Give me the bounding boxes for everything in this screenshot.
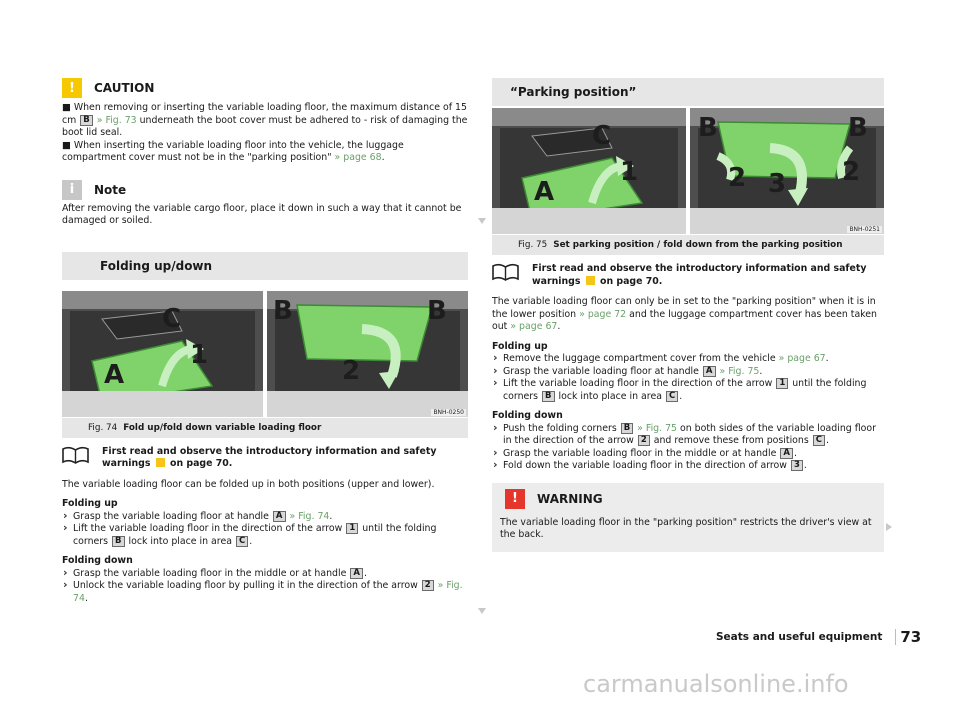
key-label: 2: [638, 435, 650, 446]
page-link[interactable]: » page 67: [778, 353, 826, 364]
figure-label-c: C: [162, 303, 182, 334]
read-first-notice: First read and observe the introductory information and safety warnings on page 70.: [62, 446, 468, 471]
caution-mini-icon: [156, 458, 165, 467]
figure-label-b-left: B: [698, 113, 718, 143]
step-down-2: › Unlock the variable loading floor by pulling it in the direction of the arrow 2 » Fig. 74.: [62, 580, 468, 605]
section-title-parking: “Parking position”: [492, 78, 884, 106]
figure-label-2-right: 2: [842, 157, 861, 187]
step-down-2: › Grasp the variable loading floor in the middle or at handle A .: [492, 448, 884, 461]
warning-header: [505, 489, 876, 509]
open-book-icon: [492, 263, 519, 281]
key-label: A: [273, 511, 286, 522]
key-label: 1: [776, 378, 788, 389]
key-label: A: [703, 366, 716, 377]
figure-label-c: C: [592, 121, 612, 151]
section-end-marker: [478, 218, 486, 224]
step-down-1: › Push the folding corners B » Fig. 75 on both sides of the variable loading floor in the direction of the arrow 2 and remove these from positions C .: [492, 423, 884, 448]
figure-label-a: A: [534, 177, 555, 207]
figure-label-2-left: 2: [728, 163, 747, 193]
caution-mini-icon: [586, 276, 595, 285]
warning-exclamation-icon: !: [505, 489, 525, 509]
step-down-3: › Fold down the variable loading floor in the direction of arrow 3 .: [492, 460, 884, 473]
note-title: Note: [94, 182, 127, 197]
key-label: 3: [791, 460, 803, 471]
figure-label-a: A: [104, 359, 125, 390]
key-label: B: [80, 115, 92, 126]
key-label: B: [112, 536, 124, 547]
boot-photo-left: [62, 291, 263, 417]
key-label: C: [813, 435, 825, 446]
key-label: C: [666, 391, 678, 402]
figure-caption: [492, 235, 884, 255]
figure-label-3: 3: [768, 169, 787, 199]
figure-code: BNH-0251: [849, 226, 880, 233]
step-up-2: › Lift the variable loading floor in the direction of the arrow 1 until the folding corners B lock into place in area C .: [62, 523, 468, 548]
continue-marker-icon: [886, 523, 892, 531]
figure-75: [492, 108, 884, 234]
open-book-icon: [62, 446, 89, 464]
page-footer: [716, 628, 921, 646]
figure-code: BNH-0250: [433, 408, 464, 416]
key-label: 1: [346, 523, 358, 534]
caution-paragraph-1: ■ When removing or inserting the variable loading floor, the maximum distance of 15 cm B » Fig. 73 underneath the boot cover must be adhered to - risk of damaging the boot lid seal.: [62, 102, 468, 138]
figure-label-b-right: B: [848, 113, 868, 143]
section-end-marker: [478, 608, 486, 614]
key-label: B: [542, 391, 554, 402]
figure-label-b-left: B: [273, 295, 293, 326]
boot-photo-right: [690, 108, 884, 234]
page-link[interactable]: » page 67: [510, 321, 558, 332]
figure-label-b-right: B: [427, 295, 447, 326]
watermark: carmanualsonline.info: [583, 670, 849, 698]
warning-box: [492, 483, 884, 552]
figure-caption-text: Set parking position / fold down from the parking position: [553, 240, 843, 250]
footer-chapter-title: Seats and useful equipment: [716, 631, 883, 643]
info-icon: i: [62, 180, 82, 200]
page-number: 73: [900, 628, 922, 646]
read-first-notice: First read and observe the introductory information and safety warnings on page 70.: [492, 263, 884, 288]
key-label: 2: [422, 580, 434, 591]
figure-link[interactable]: » Fig. 74: [73, 580, 463, 604]
warning-title: WARNING: [537, 491, 603, 506]
warning-text: The variable loading floor in the "parking position" restricts the driver's view at the back.: [500, 516, 872, 540]
note-header: [62, 180, 468, 200]
figure-link[interactable]: » Fig. 74: [289, 510, 330, 522]
page-link[interactable]: » page 68: [334, 152, 382, 163]
figure-label-2: 2: [342, 355, 361, 386]
key-label: A: [350, 568, 363, 579]
intro-text: The variable loading floor can be folded up in both positions (upper and lower).: [62, 478, 435, 490]
key-label: A: [780, 448, 793, 459]
figure-label-1: 1: [620, 157, 639, 187]
caution-paragraph-2: ■ When inserting the variable loading floor into the vehicle, the luggage compartment cover must not be in the "parking position" » page 68.: [62, 139, 404, 163]
right-column: [492, 78, 884, 552]
step-down-1: › Grasp the variable loading floor in the middle or at handle A .: [62, 568, 468, 581]
key-label: C: [236, 536, 248, 547]
step-up-1: › Remove the luggage compartment cover from the vehicle » page 67.: [492, 353, 884, 366]
caution-exclamation-icon: !: [62, 78, 82, 98]
page-link[interactable]: » page 72: [579, 308, 627, 320]
subhead-folding-down: Folding down: [62, 555, 133, 566]
figure-link[interactable]: » Fig. 75: [637, 422, 678, 434]
figure-caption-text: Fold up/fold down variable loading floor: [123, 422, 322, 433]
caution-header: [62, 78, 468, 98]
note-text: After removing the variable cargo floor, place it down in such a way that it cannot be damaged or soiled.: [62, 202, 462, 226]
step-up-2: › Grasp the variable loading floor at handle A » Fig. 75.: [492, 366, 884, 379]
caution-title: CAUTION: [94, 81, 155, 95]
subhead-folding-up: Folding up: [492, 340, 548, 352]
figure-number: Fig. 74: [88, 422, 118, 433]
left-column: [62, 78, 468, 605]
figure-number: Fig. 75: [518, 240, 548, 250]
key-label: B: [621, 423, 633, 434]
subhead-folding-down: Folding down: [492, 410, 563, 421]
figure-74: [62, 291, 468, 417]
intro-text: The variable loading floor can only be in set to the "parking position" when it is in the lower position » page 72 and the luggage compartment cover has been taken out » page 67.: [492, 296, 877, 332]
figure-caption: [62, 418, 468, 438]
figure-label-1: 1: [190, 339, 209, 370]
footer-divider: [895, 629, 896, 645]
step-up-1: › Grasp the variable loading floor at handle A » Fig. 74.: [62, 511, 468, 524]
subhead-folding-up: Folding up: [62, 498, 118, 509]
section-title-folding: Folding up/down: [62, 252, 468, 280]
figure-link[interactable]: » Fig. 73: [96, 114, 137, 126]
step-up-3: › Lift the variable loading floor in the direction of the arrow 1 until the folding corners B lock into place in area C .: [492, 378, 884, 403]
figure-link[interactable]: » Fig. 75: [719, 365, 760, 377]
boot-photo-right: [267, 291, 468, 417]
boot-photo-left: [492, 108, 686, 234]
